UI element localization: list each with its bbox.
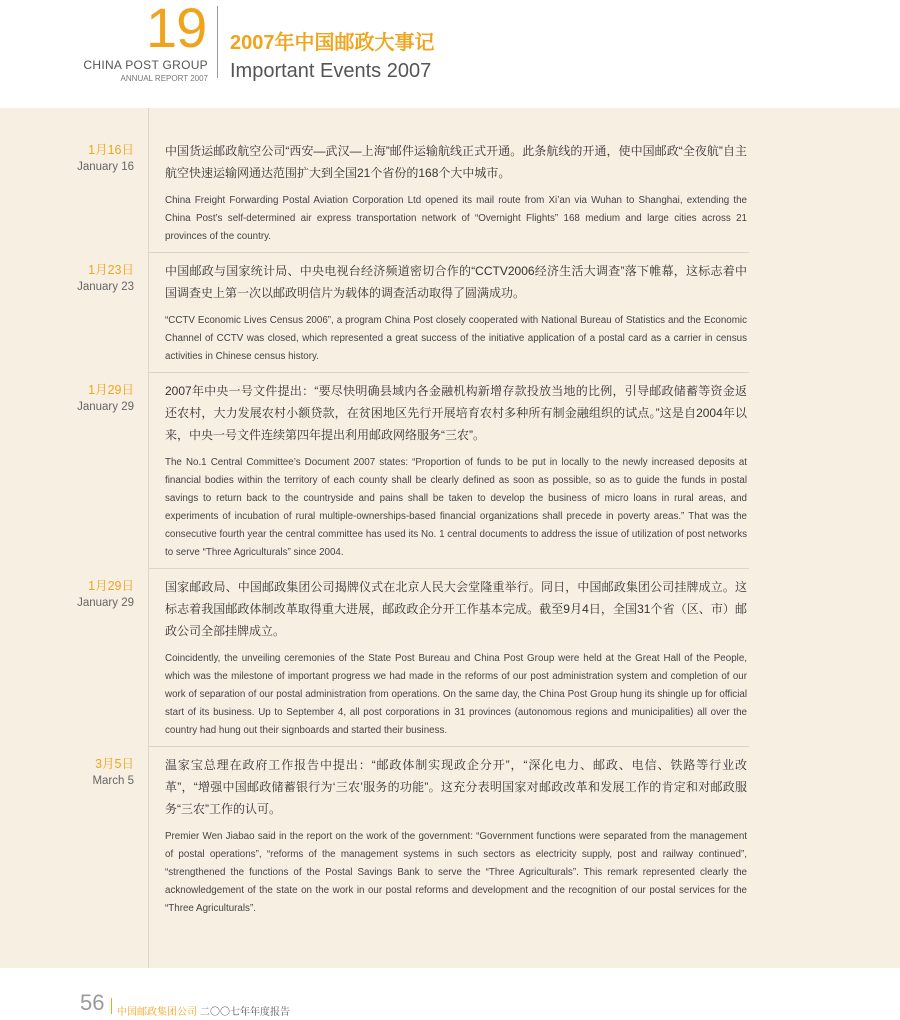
event-text-cn: 中国邮政与国家统计局、中央电视台经济频道密切合作的“CCTV2006经济生活大调查”落下帷幕，这标志着中国调查史上第一次以邮政明信片为载体的调查活动取得了圆满成功。 [165,264,747,300]
event-text-cn: 国家邮政局、中国邮政集团公司揭牌仪式在北京人民大会堂隆重举行。同日，中国邮政集团公司挂牌成立。这标志着我国邮政体制改革取得重大进展，邮政政企分开工作基本完成。截至9月4日，全国31个省（区、市）邮政公司全部挂牌成立。 [165,580,747,638]
page-number: 56 [80,990,105,1015]
event-body [165,380,747,562]
event-body [165,754,747,918]
event-date-cn: 1月23日 [88,263,134,277]
event-date [0,576,134,609]
report-label: ANNUAL REPORT 2007 [120,74,208,83]
org-block [83,58,208,83]
event-date-en: March 5 [92,775,134,787]
event-date-en: January 29 [77,597,134,609]
page-title-cn: 2007年中国邮政大事记 [230,32,435,54]
footer-org: 中国邮政集团公司 [117,1007,197,1018]
event-date-cn: 1月29日 [88,383,134,397]
page-title-en: Important Events 2007 [230,60,432,82]
page-header [0,0,900,108]
event-text-en: The No.1 Central Committee’s Document 2007 states: “Proportion of funds to be put in locally to the newly increased deposits at financial bodies within the territory of each county shall be clearly defined as soon as possible, so as to guide the funds in postal savings to return back to the countryside and pains shall be taken to develop the business of micro loans in rural areas, and experiments of incubation of rural multiple-ownerships-based financial organizations shall precede in poverty areas.” That was the consecutive fourth year the central committee has used its No. 1 central documents to address the issue of utilization of post networks to serve “Three Agriculturals” since 2004. [165,457,747,558]
header-divider [217,6,218,78]
event-date-cn: 1月29日 [88,579,134,593]
event-text-en: Premier Wen Jiabao said in the report on the work of the government: “Government functions were separated from the management of postal operations”, “reforms of the management systems in such sectors as electricity supply, post and railway continued”, “strengthened the functions of the Postal Savings Bank to serve the “Three Agriculturals”. This remark represented clearly the acknowledgement of the state on the work in our postal reforms and development and the recognition of our postal services for the “Three Agriculturals”. [165,831,747,914]
event-text-cn: 温家宝总理在政府工作报告中提出：“邮政体制实现政企分开”，“深化电力、邮政、电信、铁路等行业改革”，“增强中国邮政储蓄银行为‘三农’服务的功能”。这充分表明国家对邮政改革和发展工作的肯定和对邮政服务“三农”工作的认可。 [165,758,747,816]
footer-report: 二〇〇七年年度报告 [200,1007,290,1018]
event-body [165,576,747,740]
event-separator [149,568,749,569]
event-date [0,380,134,413]
event-text-cn: 中国货运邮政航空公司“西安—武汉—上海”邮件运输航线正式开通。此条航线的开通，使中国邮政“全夜航”自主航空快速运输网通达范围扩大到全国21个省份的168个大中城市。 [165,144,747,180]
event-date-en: January 23 [77,281,134,293]
footer-divider [111,998,112,1014]
chapter-number: 19 [146,0,207,59]
column-divider [148,108,149,968]
event-date [0,260,134,293]
event-date-cn: 3月5日 [95,757,134,771]
event-text-en: China Freight Forwarding Postal Aviation Corporation Ltd opened its mail route from Xi’an via Wuhan to Shanghai, extending the China Post’s self-determined air express transportation network of “Overnight Flights” 168 medium and large cities across 21 provinces of the country. [165,195,747,242]
event-text-en: “CCTV Economic Lives Census 2006”, a program China Post closely cooperated with National Bureau of Statistics and the Economic Channel of CCTV was closed, which represented a great success of the initiative application of a postal card as a carrier in census activities in Chinese census history. [165,315,747,362]
event-separator [149,746,749,747]
event-separator [149,252,749,253]
event-text-cn: 2007年中央一号文件提出：“要尽快明确县域内各金融机构新增存款投放当地的比例，引导邮政储蓄等资金返还农村，大力发展农村小额贷款，在贫困地区先行开展培育农村多种所有制金融组织的试点。”这是自2004年以来，中央一号文件连续第四年提出利用邮政网络服务“三农”。 [165,384,747,442]
org-name: CHINA POST GROUP [83,58,208,72]
event-date-en: January 29 [77,401,134,413]
event-date-en: January 16 [77,161,134,173]
event-text-en: Coincidently, the unveiling ceremonies of the State Post Bureau and China Post Group were held at the Great Hall of the People, which was the milestone of important progress we had made in the reforms of our post administration system and completion of our work of separation of our postal administration from operations. On the same day, the China Post Group hung its shingle up for official start of its business. Up to September 4, all post corporations in 31 provinces (autonomous regions and municipalities) all over the country had hung out their signboards and started their business. [165,653,747,736]
event-body [165,140,747,246]
event-separator [149,372,749,373]
event-date [0,754,134,787]
event-date [0,140,134,173]
event-body [165,260,747,366]
event-date-cn: 1月16日 [88,143,134,157]
